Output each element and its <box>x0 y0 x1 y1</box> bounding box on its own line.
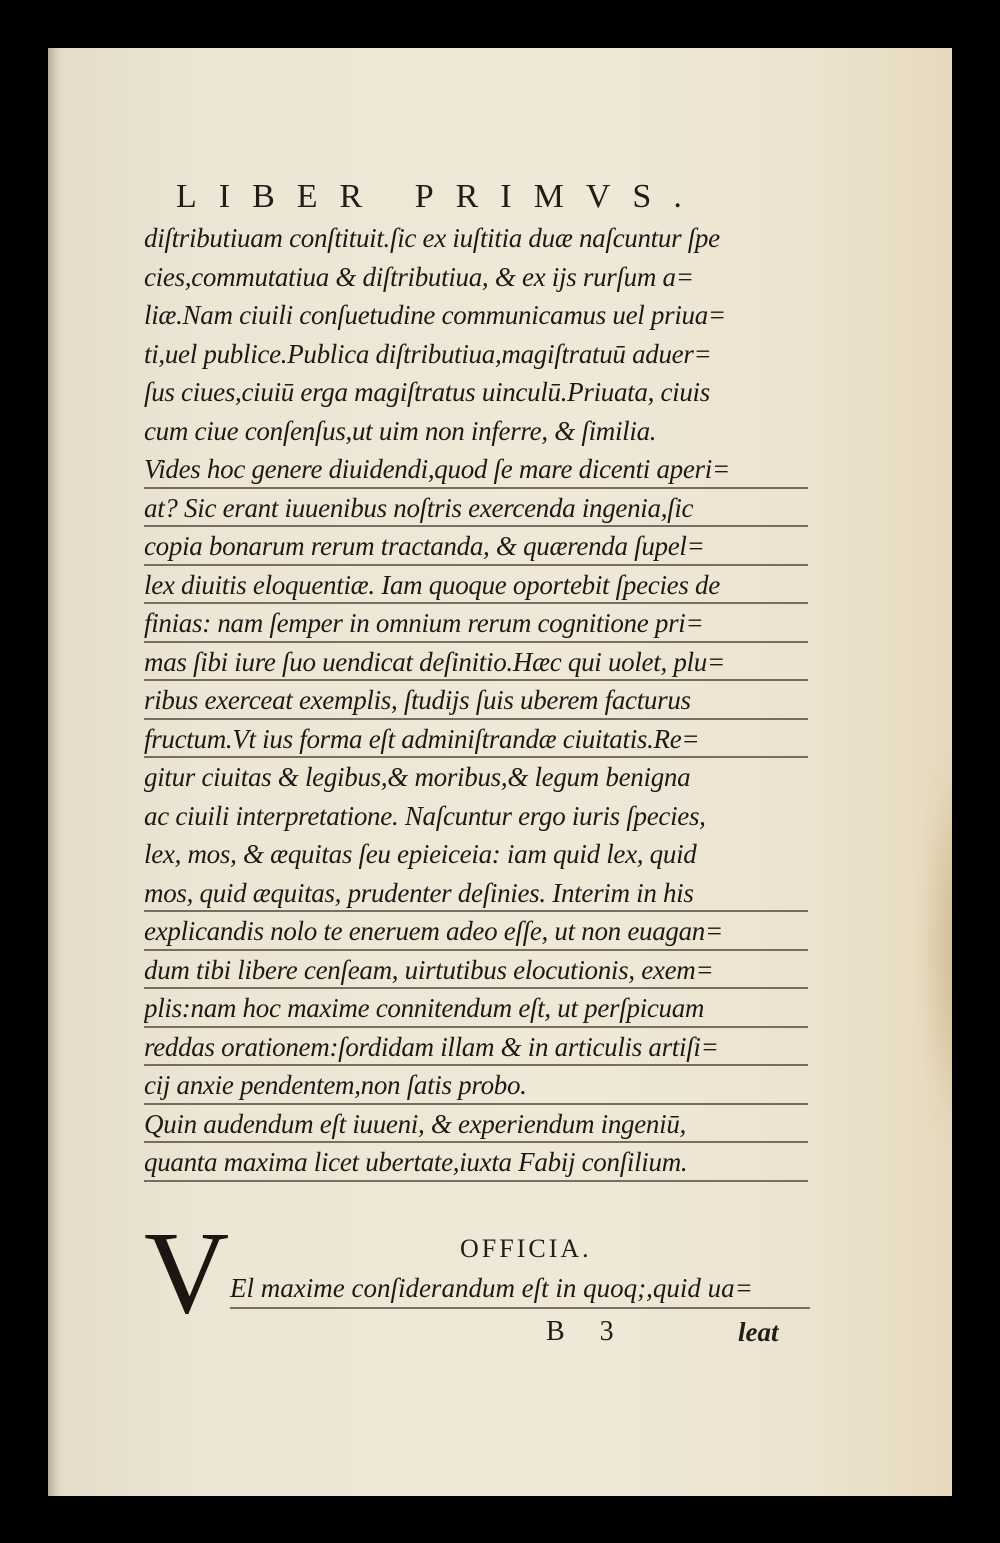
text-line-underlined: dum tibi libere cenſeam, uirtutibus elocutionis, exem= <box>144 951 808 990</box>
text-line-underlined: El maxime conſiderandum eſt in quoq;,quid ua= <box>230 1269 810 1309</box>
text-line: diſtributiuam conſtituit.ſic ex iuſtitia duæ naſcuntur ſpe <box>144 223 720 253</box>
text-line-underlined: finias: nam ſemper in omnium rerum cognitione pri= <box>144 604 808 643</box>
text-line-underlined: reddas orationem:ſordidam illam & in articulis artiſi= <box>144 1028 808 1067</box>
drop-cap: V <box>144 1207 230 1338</box>
text-line: ac ciuili interpretatione. Naſcuntur ergo iuris ſpecies, <box>144 800 706 831</box>
book-page <box>48 48 952 1496</box>
text-line-underlined: mos, quid æquitas, prudenter deſinies. Interim in his <box>144 874 808 913</box>
text-line-underlined: copia bonarum rerum tractanda, & quærenda ſupel= <box>144 527 808 566</box>
text-line-underlined: Vides hoc genere diuidendi,quod ſe mare dicenti aperi= <box>144 450 808 489</box>
text-line: gitur ciuitas & legibus,& moribus,& legum benigna <box>144 762 691 792</box>
text-line-underlined: cij anxie pendentem,non ſatis probo. <box>144 1066 808 1105</box>
text-line-underlined: at? Sic erant iuuenibus noſtris exercenda ingenia,ſic <box>144 489 808 528</box>
text-line-underlined: ribus exerceat exemplis, ſtudijs ſuis uberem facturus <box>144 681 808 720</box>
page-gutter <box>48 48 62 1496</box>
text-line: lex, mos, & æquitas ſeu epieiceia: iam quid lex, quid <box>144 839 697 869</box>
text-line: liæ.Nam ciuili conſuetudine communicamus uel priua= <box>144 300 726 330</box>
text-line-underlined: plis:nam hoc maxime connitendum eſt, ut perſpicuam <box>144 989 808 1028</box>
body-text <box>144 219 808 1182</box>
text-line-underlined: lex diuitis eloquentiæ. Iam quoque oportebit ſpecies de <box>144 566 808 605</box>
text-line-underlined: Quin audendum eſt iuueni, & experiendum ingeniū, <box>144 1105 808 1144</box>
text-line: ti,uel publice.Publica diſtributiua,magiſtratuū aduer= <box>144 338 712 369</box>
signature-mark: B 3 <box>546 1316 628 1347</box>
text-line: cies,commutatiua & diſtributiua, & ex ijs rurſum a= <box>144 261 694 292</box>
text-line-underlined: explicandis nolo te eneruem adeo eſſe, ut non euagan= <box>144 912 808 951</box>
catchword: leat <box>738 1317 779 1347</box>
text-line: ſus ciues,ciuiū erga magiſtratus uinculū.Priuata, ciuis <box>144 377 710 407</box>
text-line-underlined: quanta maxima licet ubertate,iuxta Fabij conſilium. <box>144 1143 808 1182</box>
text-line-underlined: fructum.Vt ius forma eſt adminiſtrandæ ciuitatis.Re= <box>144 720 808 759</box>
section-heading: OFFICIA. <box>460 1234 592 1263</box>
text-line: cum ciue conſenſus,ut uim non inferre, & ſimilia. <box>144 415 657 446</box>
text-line-underlined: mas ſibi iure ſuo uendicat deſinitio.Hæc qui uolet, plu= <box>144 643 808 682</box>
running-head: LIBER PRIMVS. <box>176 178 704 215</box>
page-stain <box>916 738 952 1158</box>
